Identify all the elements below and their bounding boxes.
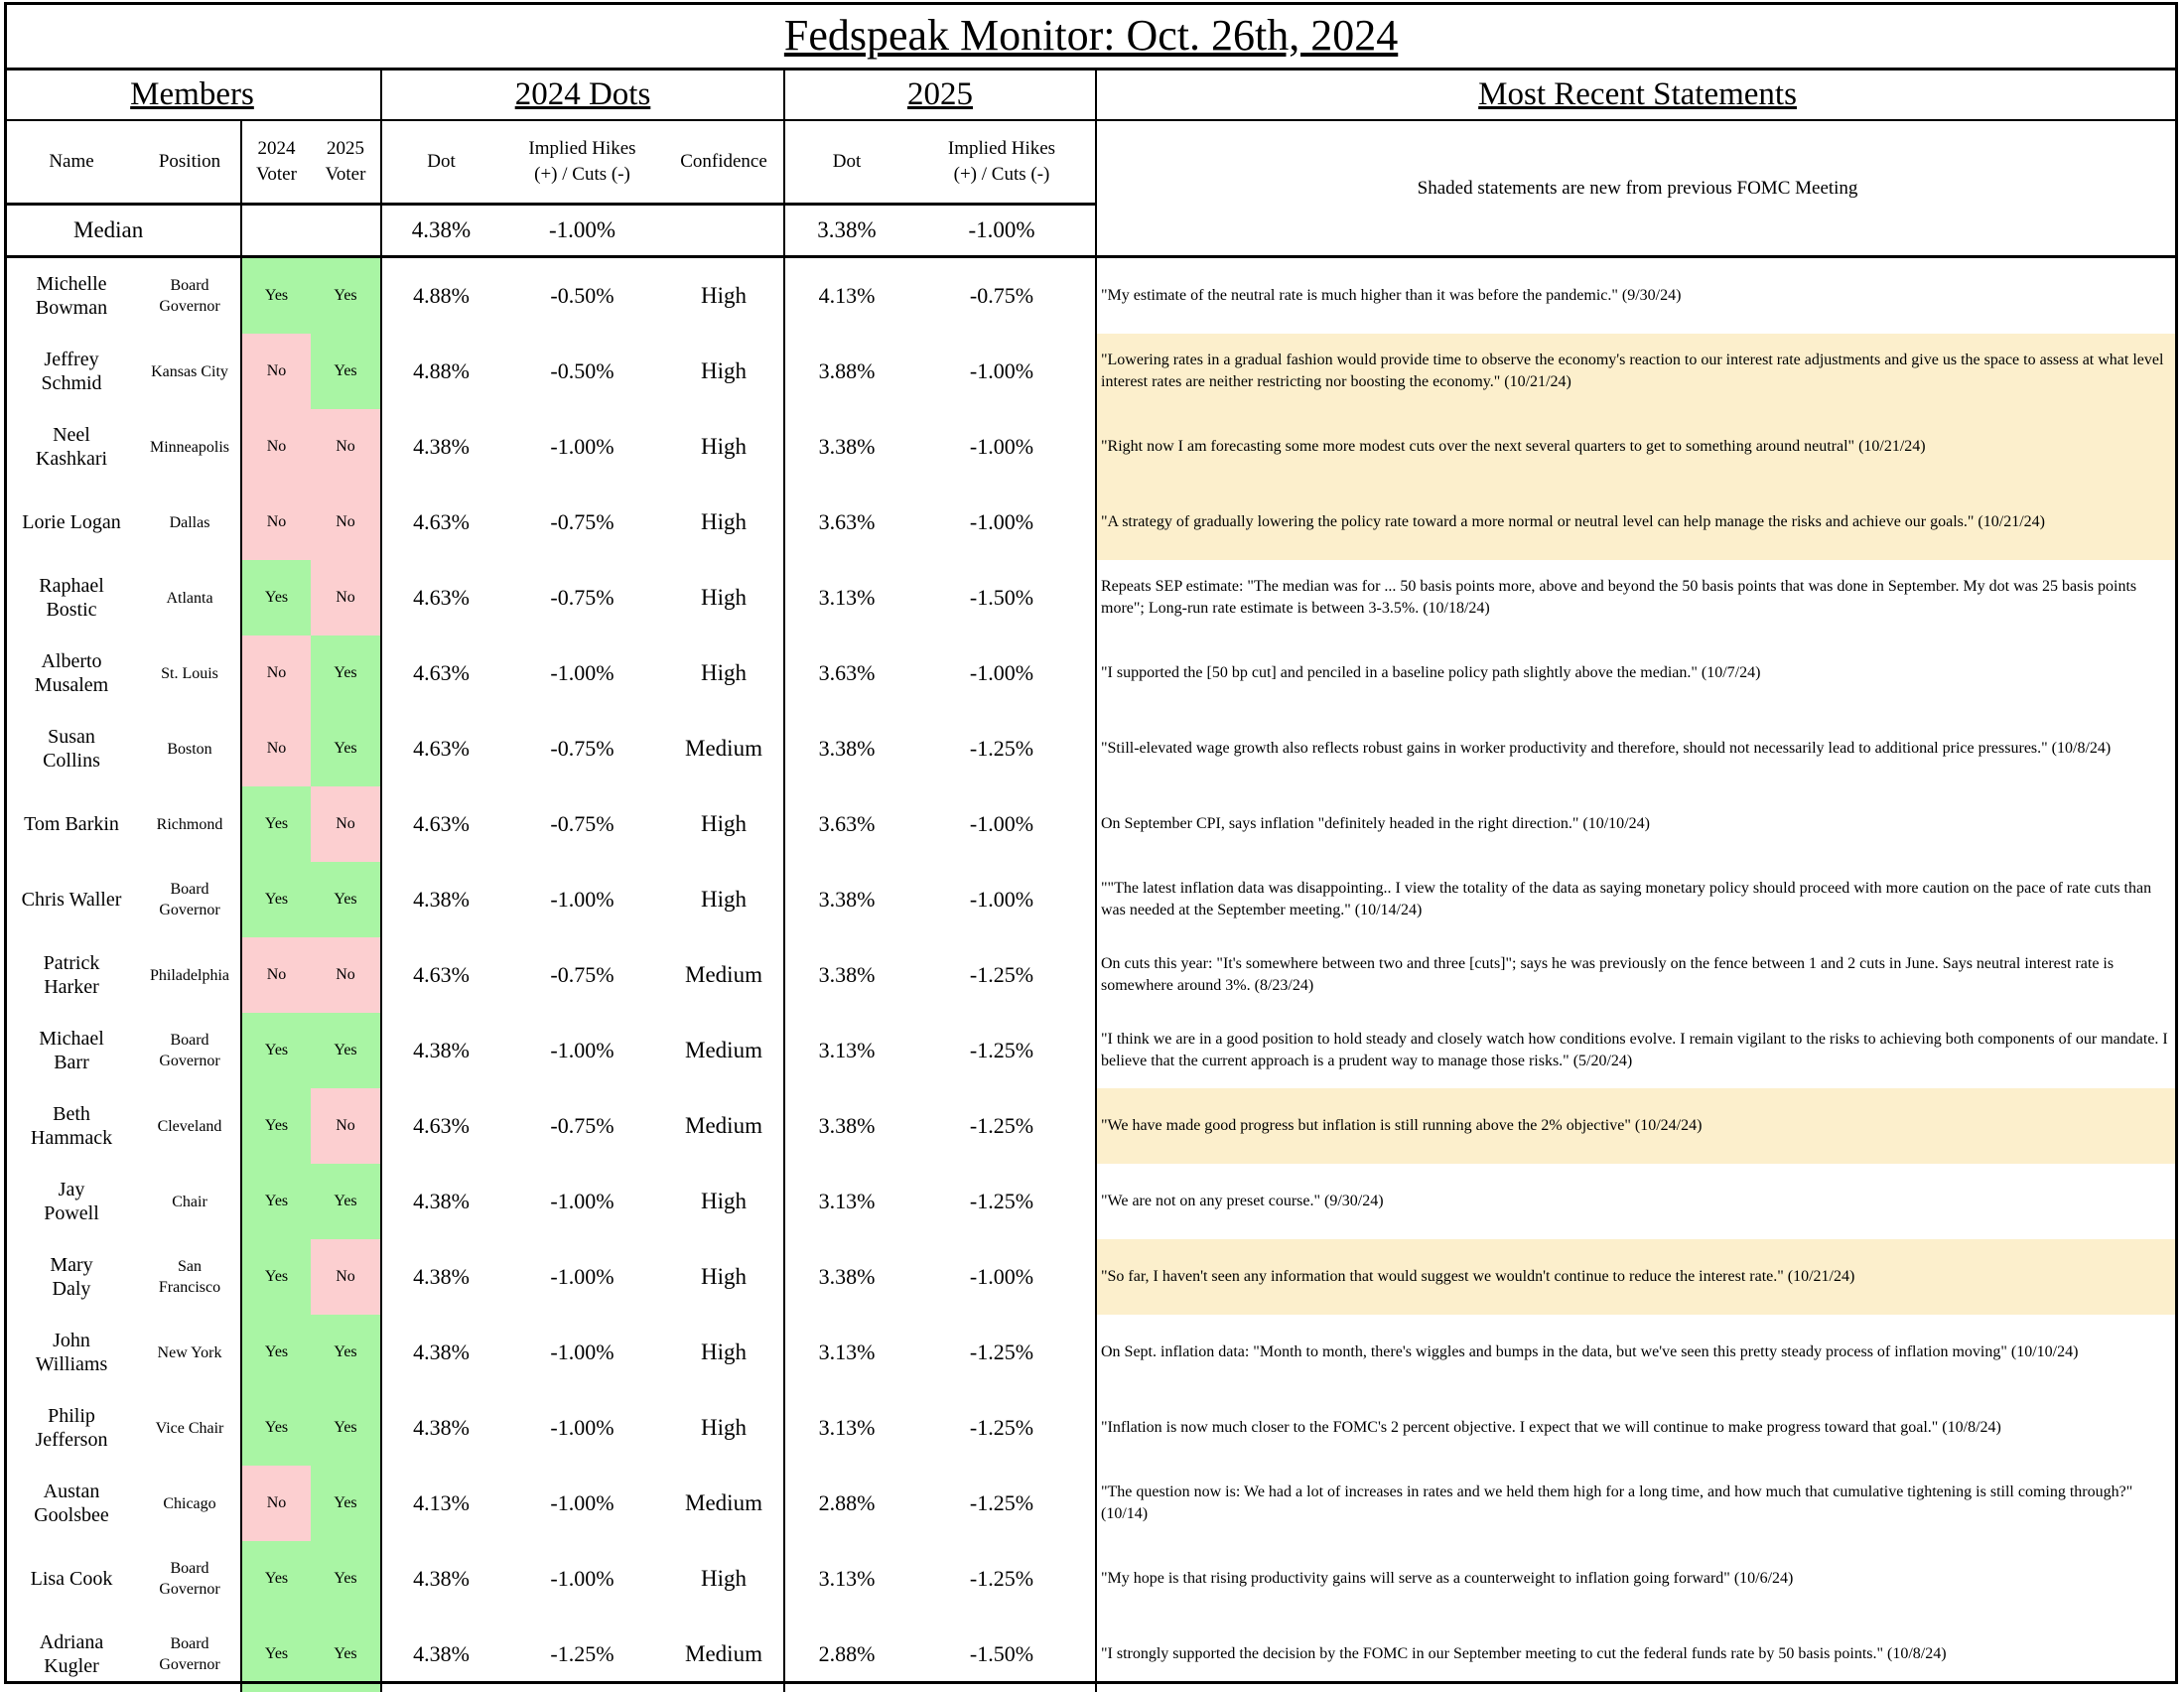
statement-note: Shaded statements are new from previous FOMC Meeting	[1096, 120, 2178, 257]
statement-cell: Repeats SEP estimate: "The median was for ... 50 basis points more, above and beyond the 50 basis points that was done in September. My dot was 25 basis points more"; Long-run rate estimate is between 3-3.5%. (10/18/24)	[1096, 560, 2178, 635]
dot-2025-cell: 3.63%	[784, 786, 908, 862]
voter-2025-cell: Yes	[311, 1390, 381, 1466]
member-position: San Francisco	[139, 1239, 241, 1315]
voter-2024-cell: Yes	[241, 862, 311, 937]
section-members: Members	[4, 70, 381, 121]
dot-2024-cell: 4.38%	[381, 862, 500, 937]
implied-2024-cell: -1.00%	[500, 1466, 664, 1541]
dot-2025-cell: 3.38%	[784, 1239, 908, 1315]
col-header-dot-2024: Dot	[381, 120, 500, 205]
dot-2024-cell: 4.13%	[381, 1466, 500, 1541]
voter-2025-cell: Yes	[311, 635, 381, 711]
median-implied-2024: -1.00%	[500, 205, 664, 257]
dot-2024-cell: 4.88%	[381, 257, 500, 335]
member-position: Chair	[139, 1164, 241, 1239]
member-position: Minneapolis	[139, 409, 241, 485]
member-name: Neel Kashkari	[4, 409, 139, 485]
statement-cell: On Sept. inflation data: "Month to month, there's wiggles and bumps in the data, but we've seen this pretty steady process of inflation moving" (10/10/24)	[1096, 1315, 2178, 1390]
table-frame	[4, 2, 2178, 1684]
confidence-cell: High	[664, 635, 784, 711]
confidence-cell: High	[664, 560, 784, 635]
confidence-cell: High	[664, 1541, 784, 1617]
voter-2024-cell: Yes	[241, 1164, 311, 1239]
dot-2025-cell: 3.13%	[784, 1164, 908, 1239]
dot-2025-cell: 3.38%	[784, 711, 908, 786]
statement-cell: "I strongly supported the decision by the FOMC in our September meeting to cut the federal funds rate by 50 basis points." (10/8/24)	[1096, 1617, 2178, 1692]
section-2024-dots: 2024 Dots	[381, 70, 784, 121]
voter-2024-cell: No	[241, 334, 311, 409]
voter-2024-cell: Yes	[241, 1390, 311, 1466]
implied-2024-cell: -1.00%	[500, 1390, 664, 1466]
dot-2024-cell: 4.38%	[381, 1390, 500, 1466]
page-title: Fedspeak Monitor: Oct. 26th, 2024	[784, 11, 1398, 60]
member-name: Raphael Bostic	[4, 560, 139, 635]
member-position: Atlanta	[139, 560, 241, 635]
confidence-cell: High	[664, 485, 784, 560]
member-name: Jay Powell	[4, 1164, 139, 1239]
median-dot-2025: 3.38%	[784, 205, 908, 257]
dot-2024-cell: 4.63%	[381, 786, 500, 862]
dot-2024-cell: 4.38%	[381, 1315, 500, 1390]
voter-2024-cell: Yes	[241, 1315, 311, 1390]
member-name: Jeffrey Schmid	[4, 334, 139, 409]
col-header-name: Name	[4, 120, 139, 205]
confidence-cell: High	[664, 862, 784, 937]
voter-2025-cell: No	[311, 485, 381, 560]
implied-2024-cell: -1.00%	[500, 1541, 664, 1617]
implied-2024-cell: -1.00%	[500, 1164, 664, 1239]
statement-cell: "So far, I haven't seen any information that would suggest we wouldn't continue to reduce the interest rate." (10/21/24)	[1096, 1239, 2178, 1315]
implied-2025-cell: -1.50%	[908, 1617, 1096, 1692]
confidence-cell: High	[664, 1390, 784, 1466]
statement-cell: "The question now is: We had a lot of increases in rates and we held them high for a long time, and how much that cumulative tightening is still coming through?" (10/14)	[1096, 1466, 2178, 1541]
implied-2024-cell: -1.00%	[500, 1013, 664, 1088]
median-implied-2025: -1.00%	[908, 205, 1096, 257]
implied-2024-cell: -1.25%	[500, 1617, 664, 1692]
voter-2025-cell: Yes	[311, 257, 381, 335]
voter-2025-cell: No	[311, 786, 381, 862]
statement-cell: "I supported the [50 bp cut] and penciled in a baseline policy path slightly above the median." (10/7/24)	[1096, 635, 2178, 711]
voter-2025-cell: Yes	[311, 1013, 381, 1088]
confidence-cell: Medium	[664, 711, 784, 786]
implied-2024-cell: -1.00%	[500, 635, 664, 711]
member-name: Chris Waller	[4, 862, 139, 937]
dot-2025-cell: 4.13%	[784, 257, 908, 335]
implied-2025-cell: -1.00%	[908, 635, 1096, 711]
dot-2024-cell: 4.63%	[381, 635, 500, 711]
dot-2024-cell: 4.63%	[381, 560, 500, 635]
col-header-2024-voter: 2024 Voter	[241, 120, 311, 205]
member-position: Board Governor	[139, 1617, 241, 1692]
implied-2024-cell: -0.50%	[500, 257, 664, 335]
voter-2024-cell: No	[241, 485, 311, 560]
member-name: Michael Barr	[4, 1013, 139, 1088]
dot-2024-cell: 4.63%	[381, 1088, 500, 1164]
member-position: Board Governor	[139, 1541, 241, 1617]
voter-2024-cell: Yes	[241, 1013, 311, 1088]
implied-2025-cell: -1.00%	[908, 485, 1096, 560]
statement-cell: "Still-elevated wage growth also reflects robust gains in worker productivity and therefore, should not necessarily lead to additional price pressures." (10/8/24)	[1096, 711, 2178, 786]
col-header-position: Position	[139, 120, 241, 205]
implied-2025-cell: -1.50%	[908, 560, 1096, 635]
confidence-cell: High	[664, 409, 784, 485]
confidence-cell: High	[664, 786, 784, 862]
dot-2024-cell: 4.63%	[381, 711, 500, 786]
implied-2024-cell: -1.00%	[500, 1315, 664, 1390]
member-position: Board Governor	[139, 1013, 241, 1088]
dot-2024-cell: 4.38%	[381, 409, 500, 485]
dot-2024-cell: 4.63%	[381, 937, 500, 1013]
dot-2024-cell: 4.88%	[381, 334, 500, 409]
voter-2025-cell: Yes	[311, 1315, 381, 1390]
implied-2025-cell: -1.00%	[908, 409, 1096, 485]
member-name: Tom Barkin	[4, 786, 139, 862]
dot-2024-cell: 4.38%	[381, 1013, 500, 1088]
median-dot-2024: 4.38%	[381, 205, 500, 257]
implied-2024-cell: -0.75%	[500, 786, 664, 862]
voter-2025-cell: No	[311, 1088, 381, 1164]
voter-2025-cell: Yes	[311, 1164, 381, 1239]
member-name: Alberto Musalem	[4, 635, 139, 711]
voter-2024-cell: No	[241, 635, 311, 711]
member-name: John Williams	[4, 1315, 139, 1390]
voter-2024-cell: Yes	[241, 1239, 311, 1315]
implied-2024-cell: -0.75%	[500, 711, 664, 786]
voter-2025-cell: Yes	[311, 862, 381, 937]
dot-2025-cell: 3.13%	[784, 1315, 908, 1390]
voter-2025-cell: Yes	[311, 1541, 381, 1617]
dot-2025-cell: 3.38%	[784, 1088, 908, 1164]
col-header-dot-2025: Dot	[784, 120, 908, 205]
voter-2025-cell: Yes	[311, 334, 381, 409]
voter-2024-cell: No	[241, 937, 311, 1013]
col-header-2025-voter: 2025 Voter	[311, 120, 381, 205]
voter-2025-cell: No	[311, 560, 381, 635]
statement-cell: "I think we are in a good position to hold steady and closely watch how conditions evolve. I remain vigilant to the risks to achieving both components of our mandate. I believe that the current approach is a prudent way to manage those risks." (5/20/24)	[1096, 1013, 2178, 1088]
dot-2025-cell: 3.63%	[784, 635, 908, 711]
voter-2024-cell: Yes	[241, 560, 311, 635]
member-name: Patrick Harker	[4, 937, 139, 1013]
dot-2025-cell: 3.38%	[784, 937, 908, 1013]
dot-2025-cell: 3.13%	[784, 1541, 908, 1617]
statement-cell: "We have made good progress but inflation is still running above the 2% objective" (10/24/24)	[1096, 1088, 2178, 1164]
implied-2025-cell: -1.25%	[908, 1315, 1096, 1390]
member-position: Vice Chair	[139, 1390, 241, 1466]
member-name: Michelle Bowman	[4, 257, 139, 335]
implied-2025-cell: -1.25%	[908, 1466, 1096, 1541]
voter-2025-cell: Yes	[311, 711, 381, 786]
statement-cell: "My hope is that rising productivity gains will serve as a counterweight to inflation going forward" (10/6/24)	[1096, 1541, 2178, 1617]
member-name: Beth Hammack	[4, 1088, 139, 1164]
implied-2024-cell: -0.50%	[500, 334, 664, 409]
dot-2024-cell: 4.63%	[381, 485, 500, 560]
col-header-implied-2024: Implied Hikes (+) / Cuts (-)	[500, 120, 664, 205]
dot-2024-cell: 4.38%	[381, 1541, 500, 1617]
dot-2025-cell: 2.88%	[784, 1617, 908, 1692]
implied-2025-cell: -1.25%	[908, 1088, 1096, 1164]
member-position: Cleveland	[139, 1088, 241, 1164]
col-header-implied-2025: Implied Hikes (+) / Cuts (-)	[908, 120, 1096, 205]
section-statements: Most Recent Statements	[1096, 70, 2178, 121]
confidence-cell: High	[664, 1239, 784, 1315]
member-name: Lisa Cook	[4, 1541, 139, 1617]
member-position: Dallas	[139, 485, 241, 560]
confidence-cell: High	[664, 334, 784, 409]
implied-2025-cell: -1.25%	[908, 711, 1096, 786]
voter-2024-cell: Yes	[241, 1541, 311, 1617]
statement-cell: "Right now I am forecasting some more modest cuts over the next several quarters to get to something around neutral" (10/21/24)	[1096, 409, 2178, 485]
confidence-cell: Medium	[664, 1013, 784, 1088]
col-header-confidence: Confidence	[664, 120, 784, 205]
dot-2025-cell: 3.13%	[784, 1013, 908, 1088]
confidence-cell: High	[664, 257, 784, 335]
confidence-cell: High	[664, 1164, 784, 1239]
member-position: Chicago	[139, 1466, 241, 1541]
implied-2025-cell: -1.25%	[908, 937, 1096, 1013]
voter-2024-cell: Yes	[241, 1088, 311, 1164]
voter-2025-cell: No	[311, 1239, 381, 1315]
implied-2025-cell: -1.25%	[908, 1541, 1096, 1617]
implied-2024-cell: -0.75%	[500, 1088, 664, 1164]
member-position: Kansas City	[139, 334, 241, 409]
member-position: Board Governor	[139, 257, 241, 335]
dot-2024-cell: 4.38%	[381, 1239, 500, 1315]
voter-2024-cell: No	[241, 409, 311, 485]
implied-2025-cell: -1.00%	[908, 786, 1096, 862]
member-position: New York	[139, 1315, 241, 1390]
voter-2024-cell: Yes	[241, 786, 311, 862]
implied-2025-cell: -1.00%	[908, 334, 1096, 409]
implied-2025-cell: -1.00%	[908, 862, 1096, 937]
statement-cell: "A strategy of gradually lowering the policy rate toward a more normal or neutral level can help manage the risks and achieve our goals." (10/21/24)	[1096, 485, 2178, 560]
statement-cell: On cuts this year: "It's somewhere between two and three [cuts]"; says he was previously on the fence between 1 and 2 cuts in June. Says neutral interest rate is somewhere around 3%. (8/23/24)	[1096, 937, 2178, 1013]
voter-2025-cell: No	[311, 409, 381, 485]
statement-cell: "My estimate of the neutral rate is much higher than it was before the pandemic." (9/30/24)	[1096, 257, 2178, 335]
member-position: Boston	[139, 711, 241, 786]
statement-cell: "Inflation is now much closer to the FOMC's 2 percent objective. I expect that we will continue to make progress toward that goal." (10/8/24)	[1096, 1390, 2178, 1466]
dot-2025-cell: 3.63%	[784, 485, 908, 560]
member-position: Philadelphia	[139, 937, 241, 1013]
statement-cell: "We are not on any preset course." (9/30/24)	[1096, 1164, 2178, 1239]
voter-2024-cell: Yes	[241, 1617, 311, 1692]
member-name: Austan Goolsbee	[4, 1466, 139, 1541]
confidence-cell: Medium	[664, 937, 784, 1013]
voter-2025-cell: Yes	[311, 1466, 381, 1541]
implied-2024-cell: -0.75%	[500, 560, 664, 635]
implied-2024-cell: -1.00%	[500, 1239, 664, 1315]
dot-2025-cell: 3.13%	[784, 1390, 908, 1466]
voter-2024-cell: Yes	[241, 257, 311, 335]
member-name: Adriana Kugler	[4, 1617, 139, 1692]
member-name: Philip Jefferson	[4, 1390, 139, 1466]
voter-2024-cell: No	[241, 711, 311, 786]
voter-2024-cell: No	[241, 1466, 311, 1541]
implied-2025-cell: -0.75%	[908, 257, 1096, 335]
median-label: Median	[4, 205, 241, 257]
dot-2025-cell: 3.38%	[784, 409, 908, 485]
section-2025: 2025	[784, 70, 1096, 121]
voter-2025-cell: No	[311, 937, 381, 1013]
member-position: Richmond	[139, 786, 241, 862]
member-name: Susan Collins	[4, 711, 139, 786]
implied-2024-cell: -0.75%	[500, 485, 664, 560]
member-position: St. Louis	[139, 635, 241, 711]
dot-2025-cell: 2.88%	[784, 1466, 908, 1541]
statement-cell: "Lowering rates in a gradual fashion would provide time to observe the economy's reaction to our interest rate adjustments and give us the space to assess at what level interest rates are neither restricting nor boosting the economy." (10/21/24)	[1096, 334, 2178, 409]
implied-2025-cell: -1.25%	[908, 1013, 1096, 1088]
dot-2025-cell: 3.13%	[784, 560, 908, 635]
confidence-cell: Medium	[664, 1617, 784, 1692]
dot-2024-cell: 4.38%	[381, 1164, 500, 1239]
implied-2025-cell: -1.00%	[908, 1239, 1096, 1315]
confidence-cell: Medium	[664, 1466, 784, 1541]
confidence-cell: High	[664, 1315, 784, 1390]
statement-cell: On September CPI, says inflation "definitely headed in the right direction." (10/10/24)	[1096, 786, 2178, 862]
dot-2024-cell: 4.38%	[381, 1617, 500, 1692]
dot-2025-cell: 3.38%	[784, 862, 908, 937]
member-name: Lorie Logan	[4, 485, 139, 560]
member-position: Board Governor	[139, 862, 241, 937]
member-name: Mary Daly	[4, 1239, 139, 1315]
implied-2025-cell: -1.25%	[908, 1164, 1096, 1239]
implied-2025-cell: -1.25%	[908, 1390, 1096, 1466]
implied-2024-cell: -0.75%	[500, 937, 664, 1013]
voter-2025-cell: Yes	[311, 1617, 381, 1692]
implied-2024-cell: -1.00%	[500, 409, 664, 485]
statement-cell: ""The latest inflation data was disappointing.. I view the totality of the data as saying monetary policy should proceed with more caution on the pace of rate cuts than was needed at the September meeting." (10/14/24)	[1096, 862, 2178, 937]
implied-2024-cell: -1.00%	[500, 862, 664, 937]
confidence-cell: Medium	[664, 1088, 784, 1164]
dot-2025-cell: 3.88%	[784, 334, 908, 409]
